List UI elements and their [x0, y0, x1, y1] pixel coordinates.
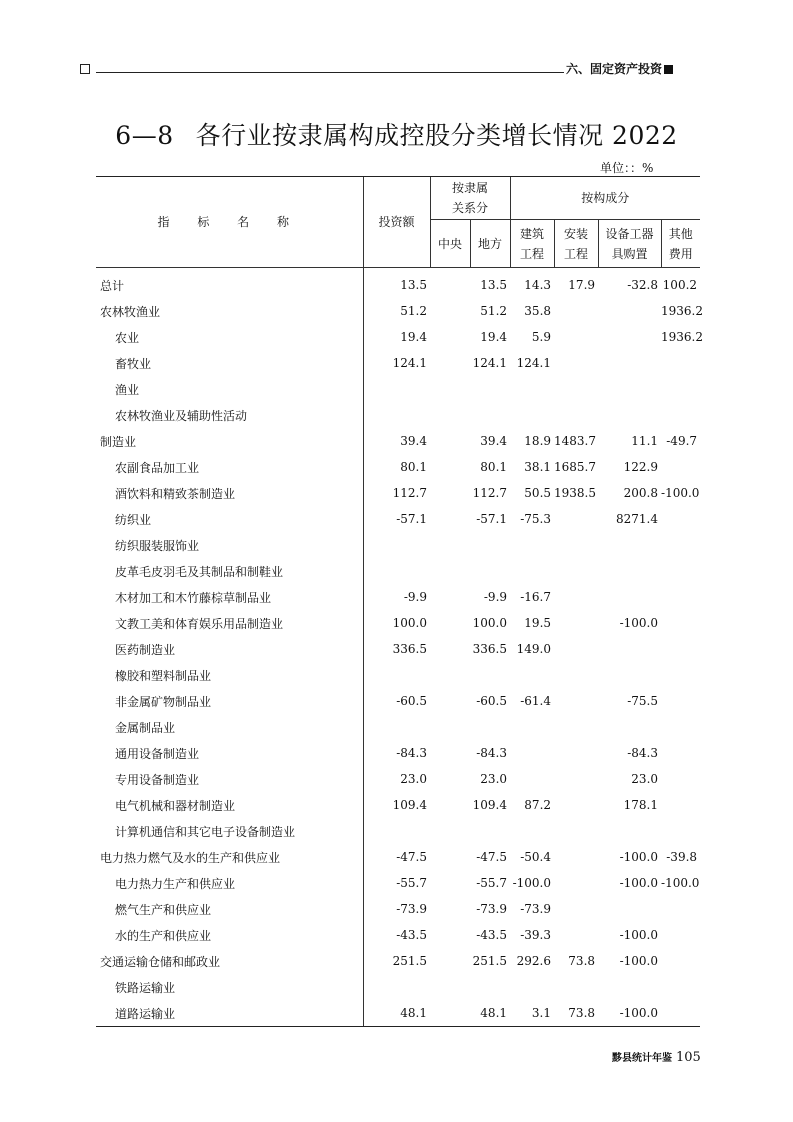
table-row: [96, 376, 700, 402]
row-name: 医药制造业: [115, 642, 176, 657]
cell-central: [430, 610, 470, 636]
row-name: 农业: [115, 330, 140, 345]
row-name: 通用设备制造业: [115, 746, 200, 761]
cell-install: [554, 870, 598, 896]
cell-building: 87.2: [524, 798, 552, 812]
cell-local: 109.4: [472, 798, 508, 812]
cell-investment: [363, 974, 430, 1000]
cell-building: 14.3: [524, 278, 552, 292]
section-header: [566, 60, 673, 77]
cell-other: 100.2: [662, 278, 698, 292]
cell-investment: -55.7: [363, 870, 430, 896]
cell-central: [430, 844, 470, 870]
row-name: 计算机通信和其它电子设备制造业: [115, 824, 296, 839]
cell-investment: -57.1: [363, 506, 430, 532]
page-title: [0, 116, 793, 152]
table-row: [96, 402, 700, 428]
table-row: [96, 532, 700, 558]
cell-other: [661, 714, 700, 740]
row-name: 畜牧业: [115, 356, 152, 371]
table-row: [96, 584, 700, 610]
cell-investment: -60.5: [363, 688, 430, 714]
cell-other: [661, 558, 700, 584]
cell-install: [554, 662, 598, 688]
cell-other: [661, 454, 700, 480]
cell-equipment: -84.3: [627, 746, 659, 760]
cell-local: 23.0: [480, 772, 508, 786]
cell-building: [510, 714, 554, 740]
header-name: 指 标 名 称: [96, 177, 363, 268]
cell-install: [554, 922, 598, 948]
row-name: 非金属矿物制品业: [115, 694, 212, 709]
cell-other: [661, 376, 700, 402]
cell-install: [554, 792, 598, 818]
cell-building: 124.1: [516, 356, 552, 370]
header-affiliation-line1: 按隶属: [452, 181, 489, 195]
header-install: [554, 220, 598, 268]
cell-investment: [363, 662, 430, 688]
cell-local: -47.5: [476, 850, 508, 864]
cell-other: [661, 688, 700, 714]
cell-install: 1938.5: [554, 486, 597, 500]
cell-local: [470, 662, 510, 688]
header-equipment-line1: 设备工器: [605, 226, 654, 241]
cell-equipment: -75.5: [627, 694, 659, 708]
row-name: 交通运输仓储和邮政业: [100, 954, 221, 969]
cell-other: -49.7: [666, 434, 698, 448]
table-row: [96, 298, 700, 324]
cell-building: -61.4: [520, 694, 552, 708]
cell-local: 112.7: [472, 486, 508, 500]
cell-local: -43.5: [476, 928, 508, 942]
black-square-icon: [664, 65, 673, 74]
cell-local: 336.5: [472, 642, 508, 656]
cell-install: [554, 844, 598, 870]
cell-install: [554, 740, 598, 766]
cell-central: [430, 584, 470, 610]
cell-building: 18.9: [524, 434, 552, 448]
cell-other: [661, 922, 700, 948]
cell-central: [430, 974, 470, 1000]
cell-equipment: 23.0: [631, 772, 659, 786]
cell-central: [430, 480, 470, 506]
cell-local: -73.9: [476, 902, 508, 916]
cell-other: [661, 766, 700, 792]
cell-equipment: [598, 636, 661, 662]
cell-investment: 100.0: [363, 610, 430, 636]
cell-other: [661, 610, 700, 636]
header-building-line2: 工程: [520, 246, 545, 261]
cell-equipment: [598, 558, 661, 584]
cell-install: [554, 688, 598, 714]
cell-equipment: [598, 974, 661, 1000]
cell-building: -16.7: [520, 590, 552, 604]
cell-install: 1483.7: [554, 434, 597, 448]
table-row: [96, 662, 700, 688]
cell-equipment: -100.0: [619, 876, 659, 890]
row-name: 燃气生产和供应业: [115, 902, 212, 917]
row-name: 专用设备制造业: [115, 772, 200, 787]
cell-central: [430, 714, 470, 740]
table-number: 6—8: [115, 121, 174, 150]
header-other-line2: 费用: [668, 246, 693, 261]
table-row: [96, 480, 700, 506]
cell-other: 1936.2: [661, 304, 704, 318]
table-row: [96, 454, 700, 480]
table-row: [96, 610, 700, 636]
cell-other: [661, 636, 700, 662]
cell-install: [554, 506, 598, 532]
cell-local: [470, 818, 510, 844]
header-rule: [96, 72, 564, 73]
header-equipment-line2: 具购置: [611, 246, 648, 261]
cell-install: [554, 402, 598, 428]
cell-building: [510, 740, 554, 766]
cell-equipment: [598, 350, 661, 376]
cell-investment: [363, 532, 430, 558]
table-row: [96, 974, 700, 1000]
cell-central: [430, 558, 470, 584]
cell-building: [510, 558, 554, 584]
cell-local: [470, 532, 510, 558]
cell-equipment: -100.0: [619, 850, 659, 864]
cell-investment: 19.4: [363, 324, 430, 350]
cell-other: [661, 1000, 700, 1027]
table-header: [96, 177, 700, 268]
cell-central: [430, 298, 470, 324]
cell-central: [430, 818, 470, 844]
table-row: [96, 350, 700, 376]
cell-central: [430, 662, 470, 688]
cell-equipment: [598, 896, 661, 922]
table-row: [96, 896, 700, 922]
cell-local: 39.4: [480, 434, 508, 448]
row-name: 皮革毛皮羽毛及其制品和制鞋业: [115, 564, 284, 579]
cell-central: [430, 636, 470, 662]
cell-local: 48.1: [470, 1000, 510, 1027]
header-other: [661, 220, 700, 268]
cell-other: [661, 402, 700, 428]
cell-building: [510, 974, 554, 1000]
cell-investment: -84.3: [363, 740, 430, 766]
cell-building: 5.9: [531, 330, 552, 344]
cell-investment: 51.2: [363, 298, 430, 324]
row-name: 农副食品加工业: [115, 460, 200, 475]
cell-equipment: -100.0: [619, 616, 659, 630]
row-name: 金属制品业: [115, 720, 176, 735]
cell-building: 292.6: [516, 954, 552, 968]
row-name: 总计: [100, 278, 125, 293]
table-row: [96, 324, 700, 350]
cell-install: [554, 766, 598, 792]
cell-local: 100.0: [472, 616, 508, 630]
cell-other: -39.8: [666, 850, 698, 864]
cell-other: [661, 948, 700, 974]
section-header-text: 六、固定资产投资: [566, 62, 663, 76]
cell-local: [470, 376, 510, 402]
cell-investment: -43.5: [363, 922, 430, 948]
cell-equipment: [598, 402, 661, 428]
cell-install: 17.9: [568, 278, 596, 292]
table-row: [96, 766, 700, 792]
cell-other: [661, 662, 700, 688]
cell-building: -75.3: [520, 512, 552, 526]
row-name: 铁路运输业: [115, 980, 176, 995]
cell-equipment: 122.9: [623, 460, 659, 474]
cell-install: [554, 610, 598, 636]
cell-central: [430, 376, 470, 402]
cell-investment: -73.9: [363, 896, 430, 922]
table-title: 各行业按隶属构成控股分类增长情况 2022: [195, 121, 678, 150]
cell-building: -39.3: [520, 928, 552, 942]
cell-local: 124.1: [472, 356, 508, 370]
cell-other: [661, 792, 700, 818]
row-name: 农林牧渔业及辅助性活动: [115, 408, 248, 423]
page-footer: [612, 1046, 701, 1065]
row-name: 渔业: [115, 382, 140, 397]
cell-install: [554, 974, 598, 1000]
cell-investment: [363, 376, 430, 402]
cell-central: [430, 506, 470, 532]
cell-install: 1685.7: [554, 460, 597, 474]
cell-central: [430, 896, 470, 922]
cell-install: [554, 584, 598, 610]
cell-other: [661, 532, 700, 558]
cell-central: [430, 1000, 470, 1027]
cell-equipment: [598, 584, 661, 610]
row-name: 橡胶和塑料制品业: [115, 668, 212, 683]
cell-central: [430, 324, 470, 350]
cell-equipment: [598, 376, 661, 402]
cell-building: 149.0: [516, 642, 552, 656]
table-row: [96, 506, 700, 532]
row-name: 农林牧渔业: [100, 304, 161, 319]
cell-investment: [363, 714, 430, 740]
cell-other: -100.0: [661, 486, 700, 500]
cell-central: [430, 870, 470, 896]
cell-local: 51.2: [480, 304, 508, 318]
cell-install: [554, 324, 598, 350]
cell-building: [510, 402, 554, 428]
cell-investment: 80.1: [363, 454, 430, 480]
cell-building: [510, 662, 554, 688]
data-table-container: [96, 176, 704, 1027]
cell-local: -57.1: [476, 512, 508, 526]
header-other-line1: 其他: [668, 226, 693, 241]
cell-central: [430, 792, 470, 818]
cell-equipment: [598, 714, 661, 740]
cell-investment: 48.1: [363, 1000, 430, 1027]
cell-equipment: 8271.4: [616, 512, 659, 526]
cell-install: 73.8: [568, 954, 596, 968]
cell-other: [661, 584, 700, 610]
cell-investment: 336.5: [363, 636, 430, 662]
cell-local: 251.5: [472, 954, 508, 968]
cell-investment: 13.5: [363, 268, 430, 299]
table-row: [96, 948, 700, 974]
cell-equipment: [598, 324, 661, 350]
cell-central: [430, 402, 470, 428]
cell-install: [554, 818, 598, 844]
cell-equipment: 11.1: [631, 434, 659, 448]
cell-equipment: 178.1: [623, 798, 659, 812]
cell-other: [661, 350, 700, 376]
cell-local: -60.5: [476, 694, 508, 708]
table-row: [96, 740, 700, 766]
header-building-line1: 建筑: [520, 226, 545, 241]
cell-investment: -9.9: [363, 584, 430, 610]
row-name: 纺织服装服饰业: [115, 538, 200, 553]
header-local: 地方: [470, 220, 510, 268]
cell-central: [430, 350, 470, 376]
cell-investment: [363, 818, 430, 844]
cell-other: [661, 740, 700, 766]
cell-install: [554, 714, 598, 740]
table-body: [96, 268, 704, 1027]
cell-local: -84.3: [476, 746, 508, 760]
cell-building: 19.5: [524, 616, 552, 630]
header-central: 中央: [430, 220, 470, 268]
cell-central: [430, 532, 470, 558]
cell-local: [470, 974, 510, 1000]
table-row: [96, 688, 700, 714]
header-building: [510, 220, 554, 268]
cell-install: [554, 532, 598, 558]
row-name: 电力热力燃气及水的生产和供应业: [100, 850, 281, 865]
cell-equipment: [598, 532, 661, 558]
cell-building: -100.0: [512, 876, 552, 890]
cell-other: [661, 896, 700, 922]
cell-other: -100.0: [661, 876, 700, 890]
cell-building: -50.4: [520, 850, 552, 864]
cell-investment: -47.5: [363, 844, 430, 870]
cell-investment: 23.0: [363, 766, 430, 792]
row-name: 木材加工和木竹藤棕草制品业: [115, 590, 272, 605]
cell-install: 73.8: [554, 1000, 598, 1027]
cell-investment: 124.1: [363, 350, 430, 376]
header-install-line2: 工程: [564, 246, 589, 261]
cell-equipment: [598, 818, 661, 844]
cell-local: -9.9: [483, 590, 508, 604]
cell-building: [510, 532, 554, 558]
cell-building: 3.1: [510, 1000, 554, 1027]
cell-building: -73.9: [520, 902, 552, 916]
cell-investment: 109.4: [363, 792, 430, 818]
cell-install: [554, 298, 598, 324]
cell-equipment: -100.0: [598, 1000, 661, 1027]
cell-install: [554, 636, 598, 662]
cell-investment: [363, 402, 430, 428]
cell-local: 19.4: [480, 330, 508, 344]
row-name: 电气机械和器材制造业: [115, 798, 236, 813]
row-name: 电力热力生产和供应业: [115, 876, 236, 891]
header-box-icon: [80, 64, 90, 74]
table-row: [96, 870, 700, 896]
cell-install: [554, 896, 598, 922]
data-table: [96, 176, 704, 1027]
unit-label: 单位：：%: [600, 161, 654, 175]
cell-building: [510, 766, 554, 792]
cell-local: 13.5: [480, 278, 508, 292]
cell-building: 50.5: [524, 486, 552, 500]
cell-local: 80.1: [480, 460, 508, 474]
cell-equipment: -100.0: [619, 928, 659, 942]
cell-investment: [363, 558, 430, 584]
header-equipment: [598, 220, 661, 268]
cell-central: [430, 922, 470, 948]
footer-book-title: 黟县统计年鉴: [612, 1053, 672, 1064]
row-name: 道路运输业: [96, 1000, 363, 1027]
table-row: [96, 714, 700, 740]
header-affiliation-line2: 关系分: [452, 201, 489, 215]
cell-other: 1936.2: [661, 330, 704, 344]
row-name: 纺织业: [115, 512, 152, 527]
cell-local: [470, 402, 510, 428]
header-affiliation: [430, 177, 510, 220]
table-row: [96, 636, 700, 662]
cell-local: [470, 714, 510, 740]
table-row: [96, 428, 700, 454]
table-row: [96, 922, 700, 948]
row-name: 文教工美和体育娱乐用品制造业: [115, 616, 284, 631]
table-row: [96, 1000, 700, 1027]
table-row: [96, 818, 700, 844]
cell-equipment: -32.8: [627, 278, 659, 292]
cell-equipment: 200.8: [623, 486, 659, 500]
cell-central: [430, 948, 470, 974]
cell-building: [510, 818, 554, 844]
row-name: 水的生产和供应业: [115, 928, 212, 943]
cell-building: [510, 376, 554, 402]
cell-local: [470, 558, 510, 584]
cell-install: [554, 558, 598, 584]
cell-equipment: -100.0: [619, 954, 659, 968]
table-row: [96, 268, 700, 299]
cell-other: [661, 506, 700, 532]
cell-investment: 112.7: [363, 480, 430, 506]
cell-building: 35.8: [524, 304, 552, 318]
cell-central: [430, 766, 470, 792]
cell-building: 38.1: [524, 460, 552, 474]
cell-central: [430, 428, 470, 454]
header-composition: 按构成分: [510, 177, 700, 220]
row-name: 酒饮料和精致茶制造业: [115, 486, 236, 501]
cell-install: [554, 350, 598, 376]
cell-central: [430, 454, 470, 480]
header-install-line1: 安装: [564, 226, 589, 241]
table-row: [96, 558, 700, 584]
cell-central: [430, 268, 470, 299]
table-row: [96, 792, 700, 818]
cell-local: -55.7: [476, 876, 508, 890]
cell-investment: 39.4: [363, 428, 430, 454]
cell-equipment: [598, 662, 661, 688]
cell-other: [661, 818, 700, 844]
cell-central: [430, 740, 470, 766]
table-row: [96, 844, 700, 870]
row-name: 制造业: [100, 434, 137, 449]
cell-install: [554, 376, 598, 402]
cell-other: [661, 974, 700, 1000]
cell-equipment: [598, 298, 661, 324]
cell-central: [430, 688, 470, 714]
cell-investment: 251.5: [363, 948, 430, 974]
header-investment: 投资额: [363, 177, 430, 268]
page-number: 105: [676, 1050, 701, 1065]
